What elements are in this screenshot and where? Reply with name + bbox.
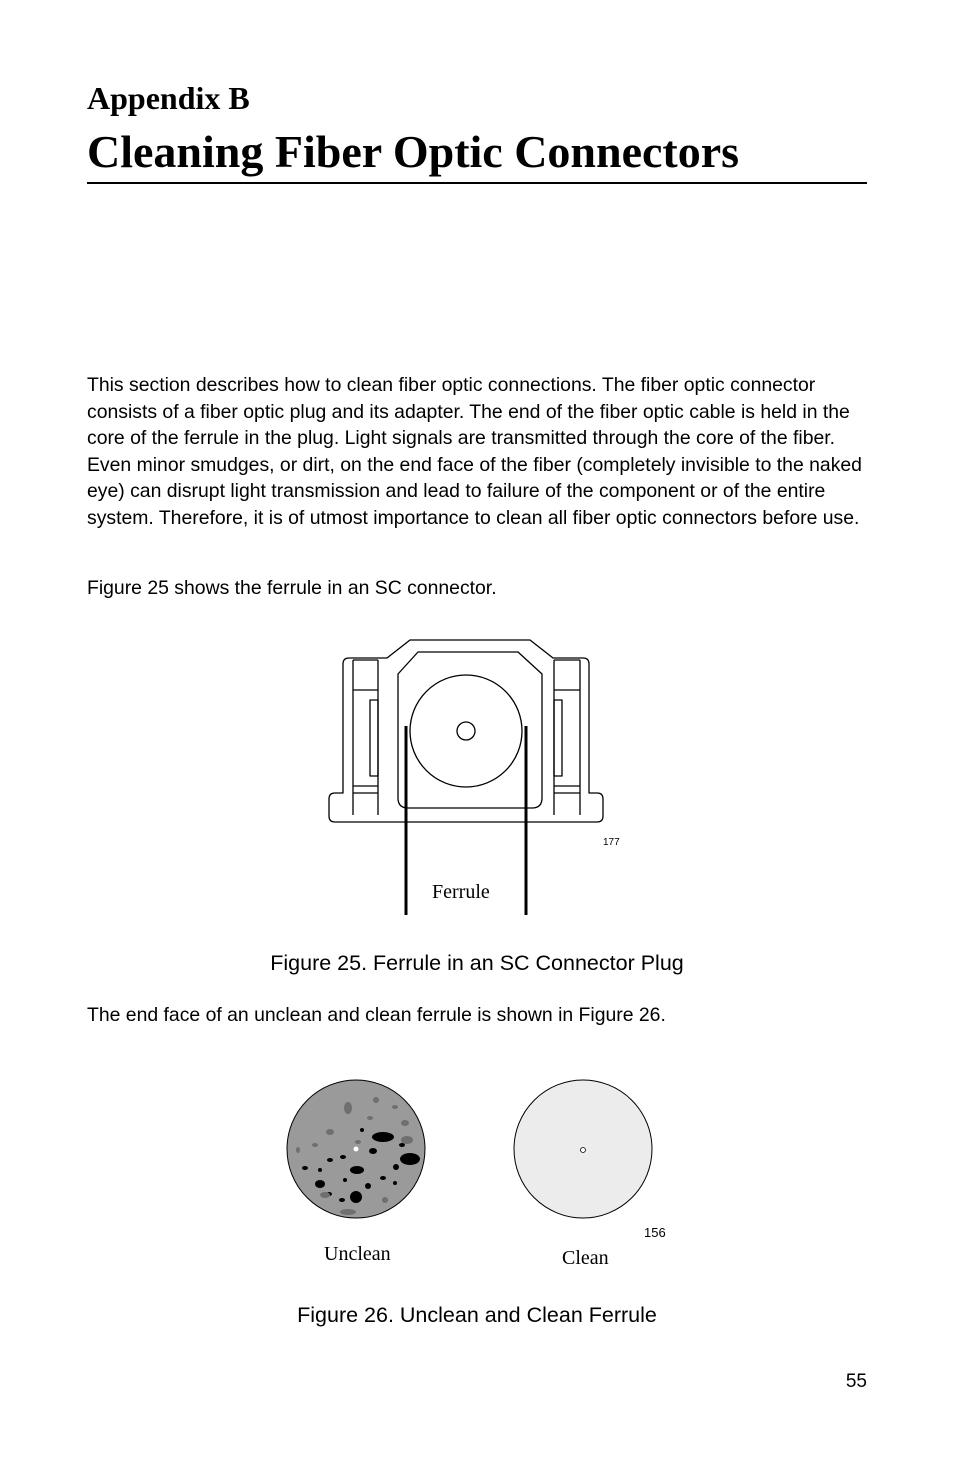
left-latch [353, 660, 378, 815]
page-number: 55 [845, 1371, 867, 1392]
right-latch [554, 660, 580, 815]
clean-label: Clean [562, 1247, 609, 1269]
clean-core [581, 1148, 586, 1153]
figure26-reference: The end face of an unclean and clean ferrule is shown in Figure 26. [87, 1004, 666, 1026]
figure25-reference: Figure 25 shows the ferrule in an SC connector. [87, 577, 497, 599]
sc-connector-figure [320, 630, 630, 920]
figure26-caption: Figure 26. Unclean and Clean Ferrule [297, 1303, 657, 1327]
appendix-label: Appendix B [87, 80, 250, 116]
ferrule-comparison-figure [280, 1072, 680, 1277]
unclean-core [354, 1147, 359, 1152]
title-rule [87, 182, 867, 184]
ferrule-circle [410, 675, 522, 787]
ferrule-core [457, 722, 475, 740]
page-title: Cleaning Fiber Optic Connectors [87, 126, 740, 177]
unclean-ferrule [287, 1080, 425, 1218]
intro-paragraph: This section describes how to clean fiber optic connections. The fiber optic connector consists of a fiber optic plug and its adapter. The end of the fiber optic cable is held in the core of the ferrule in the plug. Light signals are transmitted through the core of the fiber. Even minor smudges, or dirt, on the end face of the fiber (completely invisible to the naked eye) can disrupt light transmission and lead to failure of the component or of the entire system. Therefore, it is of utmost importance to clean all fiber optic connectors before use. [87, 374, 862, 529]
unclean-label: Unclean [324, 1243, 391, 1265]
figure25-caption: Figure 25. Ferrule in an SC Connector Plug [270, 951, 684, 975]
figure25-id-number: 177 [603, 837, 620, 848]
clean-ferrule [514, 1080, 652, 1218]
figure26-id-number: 156 [644, 1225, 666, 1240]
ferrule-label: Ferrule [432, 881, 490, 903]
